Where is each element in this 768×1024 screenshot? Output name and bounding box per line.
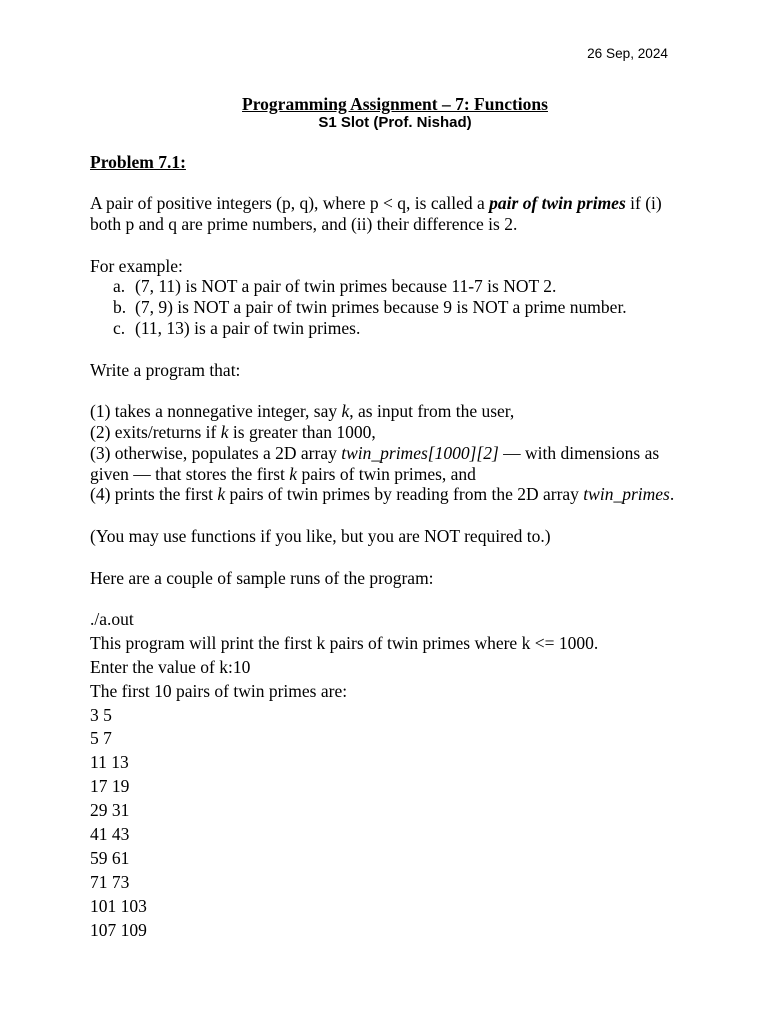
- task-steps: [90, 401, 690, 505]
- problem-heading-line: [90, 152, 690, 173]
- definition-text: if (i) both p and q are prime numbers, and (ii) their difference is 2.: [90, 193, 662, 234]
- output-pair: 59 61: [90, 847, 130, 868]
- list-marker: c.: [113, 317, 126, 338]
- examples-intro: For example:: [90, 255, 183, 276]
- example-text: (11, 13) is a pair of twin primes.: [135, 317, 361, 338]
- output-pair: 71 73: [90, 871, 130, 892]
- step-text: (1) takes a nonnegative integer, say: [90, 401, 342, 422]
- title-block: [90, 94, 700, 133]
- task-intro: Write a program that:: [90, 359, 241, 380]
- step-text: .: [669, 484, 675, 505]
- list-marker: a.: [113, 276, 126, 297]
- italic-array-name: twin_primes: [583, 484, 670, 505]
- output-pair: 5 7: [90, 728, 112, 749]
- example-text: (7, 9) is NOT a pair of twin primes because 9 is NOT a prime number.: [135, 297, 627, 318]
- step-text: pairs of twin primes by reading from the 2D array: [225, 484, 584, 505]
- step-text: is greater than 1000,: [228, 421, 376, 442]
- step-text: pairs of twin primes, and: [297, 463, 476, 484]
- task-step: [90, 484, 690, 505]
- italic-array-name: twin_primes[1000][2]: [341, 442, 499, 463]
- step-text: (2) exits/returns if: [90, 421, 221, 442]
- problem-content: [90, 152, 690, 943]
- output-pair: 107 109: [90, 919, 147, 940]
- task-step: [90, 422, 690, 443]
- defined-term: pair of twin primes: [489, 193, 626, 214]
- note-text: (You may use functions if you like, but you are NOT required to.): [90, 525, 551, 546]
- output-pair: 11 13: [90, 752, 129, 773]
- output-pair: 17 19: [90, 776, 130, 797]
- definition-text: A pair of positive integers (p, q), where p < q, is called a: [90, 193, 490, 214]
- result-heading: The first 10 pairs of twin primes are:: [90, 680, 348, 701]
- output-pair: 29 31: [90, 800, 130, 821]
- step-text: (3) otherwise, populates a 2D array: [90, 442, 342, 463]
- italic-variable: k: [341, 401, 350, 422]
- output-pair: 41 43: [90, 824, 130, 845]
- example-item: [90, 297, 690, 318]
- date-label: 26 Sep, 2024: [587, 46, 668, 61]
- slot-subtitle: S1 Slot (Prof. Nishad): [318, 114, 472, 132]
- italic-variable: k: [220, 421, 229, 442]
- task-step: [90, 443, 690, 485]
- examples-list: [90, 276, 690, 338]
- sample-intro: Here are a couple of sample runs of the program:: [90, 567, 434, 588]
- task-step: [90, 401, 690, 422]
- output-pair: 3 5: [90, 704, 112, 725]
- problem-heading: Problem 7.1:: [90, 151, 186, 172]
- italic-variable: k: [289, 463, 298, 484]
- output-pair: 101 103: [90, 895, 147, 916]
- italic-variable: k: [217, 484, 226, 505]
- assignment-title: Programming Assignment – 7: Functions: [242, 93, 548, 114]
- command-line: ./a.out: [90, 608, 134, 629]
- input-prompt: Enter the value of k:10: [90, 656, 251, 677]
- example-item: [90, 318, 690, 339]
- step-text: (4) prints the first: [90, 484, 218, 505]
- example-text: (7, 11) is NOT a pair of twin primes because 11-7 is NOT 2.: [135, 276, 557, 297]
- list-marker: b.: [113, 297, 127, 318]
- program-banner: This program will print the first k pairs of twin primes where k <= 1000.: [90, 632, 599, 653]
- example-item: [90, 276, 690, 297]
- definition-paragraph: [90, 193, 690, 235]
- sample-run: [90, 608, 690, 943]
- step-text: — with dimensions as given — that stores the first: [90, 442, 660, 484]
- step-text: , as input from the user,: [349, 401, 515, 422]
